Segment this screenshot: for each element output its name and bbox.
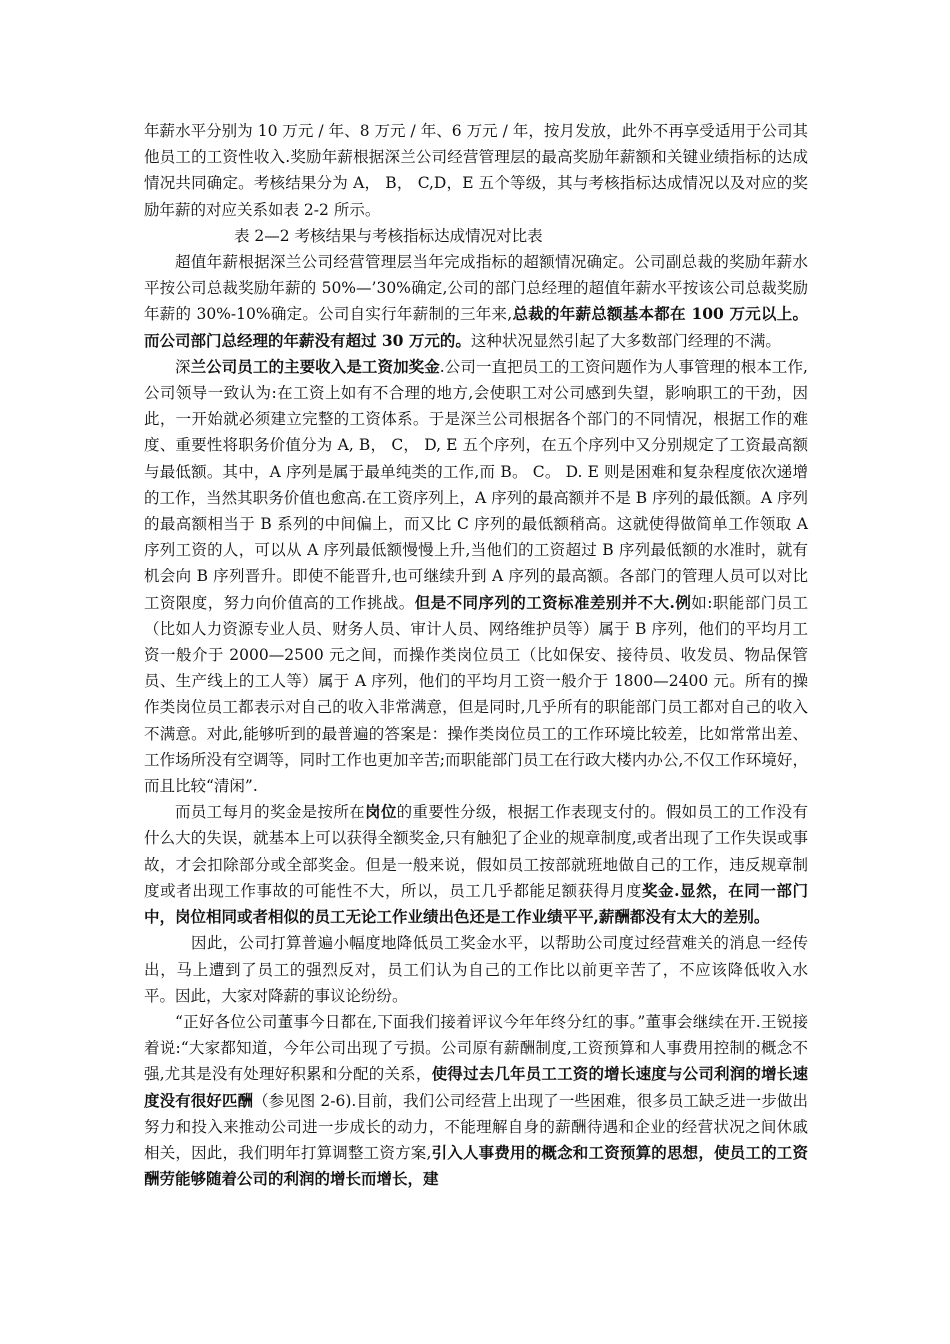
text-run: 超值年薪根据深兰公司经营管理层当年完成指标的超额情况确定。公司副总裁的奖励年薪水平按公司总裁奖励年薪的 50%—’30%确定,公司的部门总经理的超值年薪水平按该公司总裁奖励年薪的 30%-10%确定。公司自实行年薪制的三年来, bbox=[144, 253, 808, 324]
text-run: 的重要性分级，根据工作表现支付的。假如员工的工作没有什么大的失误，就基本上可以获得全额奖金,只有触犯了企业的规章制度,或者出现了工作失误或事故，才会扣除部分或全部奖金。但是一般来说，假如员工按部就班地做自己的工作，违反规章制度或者出现工作事故的可能性不大，所以，员工几乎都能足额获得月度 bbox=[144, 803, 808, 900]
paragraph-4 bbox=[144, 799, 808, 930]
bold-text-run: 奖金.显然，在同一部门中，岗位相同或者相似的员工无论工作业绩出色还是工作业绩平平,薪酬都没有太大的差别。 bbox=[144, 880, 808, 927]
text-run: 因此，公司打算普遍小幅度地降低员工奖金水平，以帮助公司度过经营难关的消息一经传出，马上遭到了员工的强烈反对，员工们认为自己的工作比以前更辛苦了，不应该降低收入水平。因此，大家对降薪的事议论纷纷。 bbox=[144, 934, 808, 1005]
text-run: “正好各位公司董事今日都在,下面我们接着评议今年年终分红的事。”董事会继续在开.王锐接着说:“大家都知道，今年公司出现了亏损。公司原有薪酬制度,工资预算和人事费用控制的概念不强,尤其是没有处理好积累和分配的关系， bbox=[144, 1012, 808, 1084]
text-run: 这种状况显然引起了大多数部门经理的不满。 bbox=[470, 331, 781, 350]
document-page bbox=[144, 118, 808, 1192]
bold-text-run: 引入人事费用的概念和工资预算的思想，使员工的工资酬劳能够随着公司的利润的增长而增长，建 bbox=[144, 1142, 808, 1189]
text-run: 表 2—2 考核结果与考核指标达成情况对比表 bbox=[234, 226, 543, 245]
paragraph-3 bbox=[144, 354, 808, 799]
paragraph-1 bbox=[144, 118, 808, 223]
paragraph-6 bbox=[144, 1009, 808, 1192]
bold-text-run: 但是不同序列的工资标准差别并不大.例 bbox=[414, 592, 692, 612]
text-run: 如:职能部门员工（比如人力资源专业人员、财务人员、审计人员、网络维护员等）属于 B 序列，他们的平均月工资一般介于 2000—2500 元之间，而操作类岗位员工（比如保安、接待员、收发员、物品保管员、生产线上的工人等）属于 A 序列，他们的平均月工资一般介于 1800—2400 元。所有的操作类岗位员工都表示对自己的收入非常满意，但是同时,几乎所有的职能部门员工都对自己的收入不满意。对此,能够听到的最普遍的答案是：操作类岗位员工的工作环境比较差，比如常常出差、工作场所没有空调等，同时工作也更加辛苦;而职能部门员工在行政大楼内办公,不仅工作环境好，而且比较“清闲”. bbox=[144, 593, 808, 796]
bold-text-run: 兰公司员工的主要收入是工资加奖金 bbox=[190, 356, 440, 376]
text-run: 而员工每月的奖金是按所在 bbox=[175, 803, 365, 822]
bold-text-run: 使得过去几年员工工资的增长速度与公司利润的增长速度没有很好匹酬 bbox=[144, 1064, 808, 1110]
paragraph-2 bbox=[144, 249, 808, 354]
text-run: （参见图 2-6).目前，我们公司经营上出现了一些困难，很多员工缺乏进一步做出努力和投入来推动公司进一步成长的动力，不能理解自身的薪酬待遇和企业的经营状况之间休戚相关，因此，我们明年打算调整工资方案, bbox=[144, 1091, 808, 1162]
bold-text-run: 岗位 bbox=[365, 802, 397, 822]
table-caption bbox=[144, 223, 808, 249]
text-run: .公司一直把员工的工资问题作为人事管理的根本工作,公司领导一致认为:在工资上如有不合理的地方,会使职工对公司感到失望，影响职工的干劲，因此，一开始就必须建立完整的工资体系。于是深兰公司根据各个部门的不同情况，根据工作的难度、重要性将职务价值分为 A, B， C， D, E 五个序列，在五个序列中又分别规定了工资最高额与最低额。其中，A 序列是属于最单纯类的工作,而 B。 C。 D. E 则是困难和复杂程度依次递增的工作，当然其职务价值也愈高.在工资序列上，A 序列的最高额并不是 B 序列的最低额。A 序列的最高额相当于 B 系列的中间偏上，而又比 C 序列的最低额稍高。这就使得做简单工作领取 A 序列工资的人，可以从 A 序列最低额慢慢上升,当他们的工资超过 B 序列最低额的水准时，就有机会向 B 序列晋升。即使不能晋升,也可继续升到 A 序列的最高额。各部门的管理人员可以对比工资限度，努力向价值高的工作挑战。 bbox=[144, 357, 808, 612]
paragraph-5 bbox=[144, 930, 808, 1009]
bold-text-run: 总裁的年薪总额基本都在 100 万元以上。而公司部门总经理的年薪没有超过 30 万元的。 bbox=[144, 304, 808, 350]
text-run: 深 bbox=[175, 357, 191, 376]
text-run: 年薪水平分别为 10 万元 / 年、8 万元 / 年、6 万元 / 年，按月发放，此外不再享受适用于公司其他员工的工资性收入.奖励年薪根据深兰公司经营管理层的最高奖励年薪额和关键业绩指标的达成情况共同确定。考核结果分为 A， B， C,D，E 五个等级，其与考核指标达成情况以及对应的奖励年薪的对应关系如表 2-2 所示。 bbox=[144, 122, 808, 219]
